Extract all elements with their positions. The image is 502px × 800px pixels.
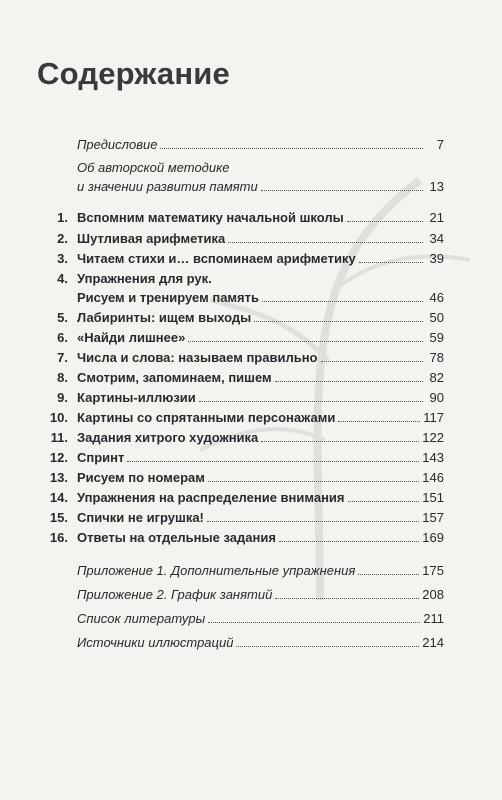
toc-entry (34, 247, 444, 266)
toc-entry-number: 1. (57, 210, 68, 225)
toc-line (34, 446, 444, 465)
toc-entry-title: Упражнения на распределение внимания (77, 490, 345, 505)
toc-entry-title: Числа и слова: называем правильно (77, 350, 318, 365)
toc-line (34, 526, 444, 545)
toc-entry-title: Предисловие (77, 137, 158, 152)
toc-entry-title: Список литературы (77, 611, 206, 626)
toc-entry-number: 9. (57, 390, 68, 405)
toc-entry (34, 526, 444, 545)
toc-entry (34, 631, 444, 650)
toc-entry (34, 267, 444, 305)
toc-entry-number: 15. (49, 510, 68, 525)
dot-leader (208, 480, 419, 482)
toc-entry-title: Спринт (77, 450, 125, 465)
dot-leader (261, 440, 419, 442)
toc-page-number: 214 (422, 635, 444, 650)
toc-page-number: 82 (429, 370, 444, 385)
toc-entry-title: Читаем стихи и… вспоминаем арифметику (77, 251, 356, 266)
toc-line (34, 486, 444, 505)
dot-leader (160, 147, 423, 149)
toc-line (34, 156, 444, 175)
toc-entry (34, 583, 444, 602)
toc-entry-number: 13. (49, 470, 68, 485)
toc-line (34, 607, 444, 626)
toc-entry-number: 11. (50, 430, 68, 445)
toc-entry-number: 14. (49, 490, 68, 505)
dot-leader (228, 241, 423, 243)
toc-entry-title: Картины со спрятанными персонажами (77, 410, 336, 425)
toc-entry (34, 486, 444, 505)
dot-leader (275, 380, 423, 382)
toc-line (34, 286, 444, 305)
toc-line (34, 406, 444, 425)
toc-entry-number: 12. (49, 450, 68, 465)
toc-entry-title: Ответы на отдельные задания (77, 530, 276, 545)
dot-leader (359, 261, 423, 263)
toc-page-number: 39 (429, 251, 444, 266)
toc-line (34, 133, 444, 152)
dot-leader (236, 645, 419, 647)
dot-leader (199, 400, 423, 402)
toc-line (34, 386, 444, 405)
toc-page-number: 169 (422, 530, 444, 545)
toc-page-number: 143 (422, 450, 444, 465)
toc-entry-title: «Найди лишнее» (77, 330, 186, 345)
toc-page-number: 146 (422, 470, 444, 485)
toc-entry-title: Приложение 1. Дополнительные упражнения (77, 563, 356, 578)
toc-page-number: 34 (429, 231, 444, 246)
toc-entry-number: 5. (57, 310, 68, 325)
toc-line (34, 227, 444, 246)
toc-line (34, 583, 444, 602)
toc-line (34, 247, 444, 266)
dot-leader (208, 621, 420, 623)
toc-entry (34, 426, 444, 445)
dot-leader (338, 420, 420, 422)
toc-entry-number: 6. (57, 330, 68, 345)
dot-leader (348, 500, 420, 502)
toc-entry-title: Источники иллюстраций (77, 635, 234, 650)
toc-entry-title: Об авторской методике (77, 160, 230, 175)
toc-entry-number: 7. (57, 350, 68, 365)
toc-line (34, 426, 444, 445)
toc-entry-title: Лабиринты: ищем выходы (77, 310, 252, 325)
toc-entry (34, 386, 444, 405)
toc-entry (34, 406, 444, 425)
toc-page-number: 208 (422, 587, 444, 602)
toc-entry (34, 133, 444, 152)
toc-entry (34, 506, 444, 525)
toc-entry-title: Шутливая арифметика (77, 231, 226, 246)
toc-line (34, 559, 444, 578)
toc-entry (34, 227, 444, 246)
toc-entry-title: Приложение 2. График занятий (77, 587, 273, 602)
dot-leader (358, 573, 419, 575)
toc-page-number: 50 (429, 310, 444, 325)
toc-entry-title: Рисуем по номерам (77, 470, 205, 485)
toc-line (34, 366, 444, 385)
toc-entry (34, 156, 444, 194)
toc-entry-title: и значении развития памяти (77, 179, 258, 194)
toc-page-number: 122 (422, 430, 444, 445)
toc-page-number: 13 (429, 179, 444, 194)
toc-entry (34, 326, 444, 345)
toc-line (34, 175, 444, 194)
toc-page-number: 78 (429, 350, 444, 365)
toc-entry-number: 2. (57, 231, 68, 246)
toc-entry-number: 16. (49, 530, 68, 545)
toc-entry (34, 366, 444, 385)
dot-leader (188, 340, 423, 342)
toc-line (34, 631, 444, 650)
toc-line (34, 466, 444, 485)
toc-entry (34, 559, 444, 578)
toc-page-number: 175 (422, 563, 444, 578)
toc-page-number: 90 (429, 390, 444, 405)
page-title: Содержание (37, 56, 230, 91)
dot-leader (321, 360, 424, 362)
toc-page-number: 21 (429, 210, 444, 225)
toc-entry-title: Упражнения для рук. (77, 271, 212, 286)
toc-page-number: 59 (429, 330, 444, 345)
toc-line (34, 267, 444, 286)
toc-page-number: 46 (429, 290, 444, 305)
toc-entry-title: Спички не игрушка! (77, 510, 204, 525)
toc-entry (34, 346, 444, 365)
toc-entry-title: Смотрим, запоминаем, пишем (77, 370, 272, 385)
toc-entry-title: Рисуем и тренируем память (77, 290, 259, 305)
dot-leader (275, 597, 419, 599)
toc-line (34, 306, 444, 325)
toc-page-number: 151 (422, 490, 444, 505)
toc-entry-title: Вспомним математику начальной школы (77, 210, 344, 225)
toc-entry-title: Задания хитрого художника (77, 430, 259, 445)
toc-entry (34, 306, 444, 325)
toc-entry-number: 8. (57, 370, 68, 385)
toc-page-number: 117 (423, 410, 444, 425)
toc-entry-title: Картины-иллюзии (77, 390, 196, 405)
dot-leader (347, 220, 423, 222)
toc-line (34, 346, 444, 365)
toc-line (34, 506, 444, 525)
toc-entry (34, 466, 444, 485)
toc-entry-number: 3. (57, 251, 68, 266)
toc-page-number: 157 (422, 510, 444, 525)
dot-leader (127, 460, 419, 462)
toc-entry-number: 10. (49, 410, 68, 425)
toc-line (34, 326, 444, 345)
dot-leader (254, 320, 423, 322)
dot-leader (279, 540, 419, 542)
toc-page-number: 211 (423, 611, 444, 626)
toc-entry (34, 446, 444, 465)
toc-entry (34, 607, 444, 626)
dot-leader (261, 189, 423, 191)
toc-line (34, 206, 444, 225)
toc-page-number: 7 (436, 137, 444, 152)
dot-leader (207, 520, 419, 522)
toc-entry-number: 4. (57, 271, 68, 286)
dot-leader (262, 300, 423, 302)
toc-entry (34, 206, 444, 225)
